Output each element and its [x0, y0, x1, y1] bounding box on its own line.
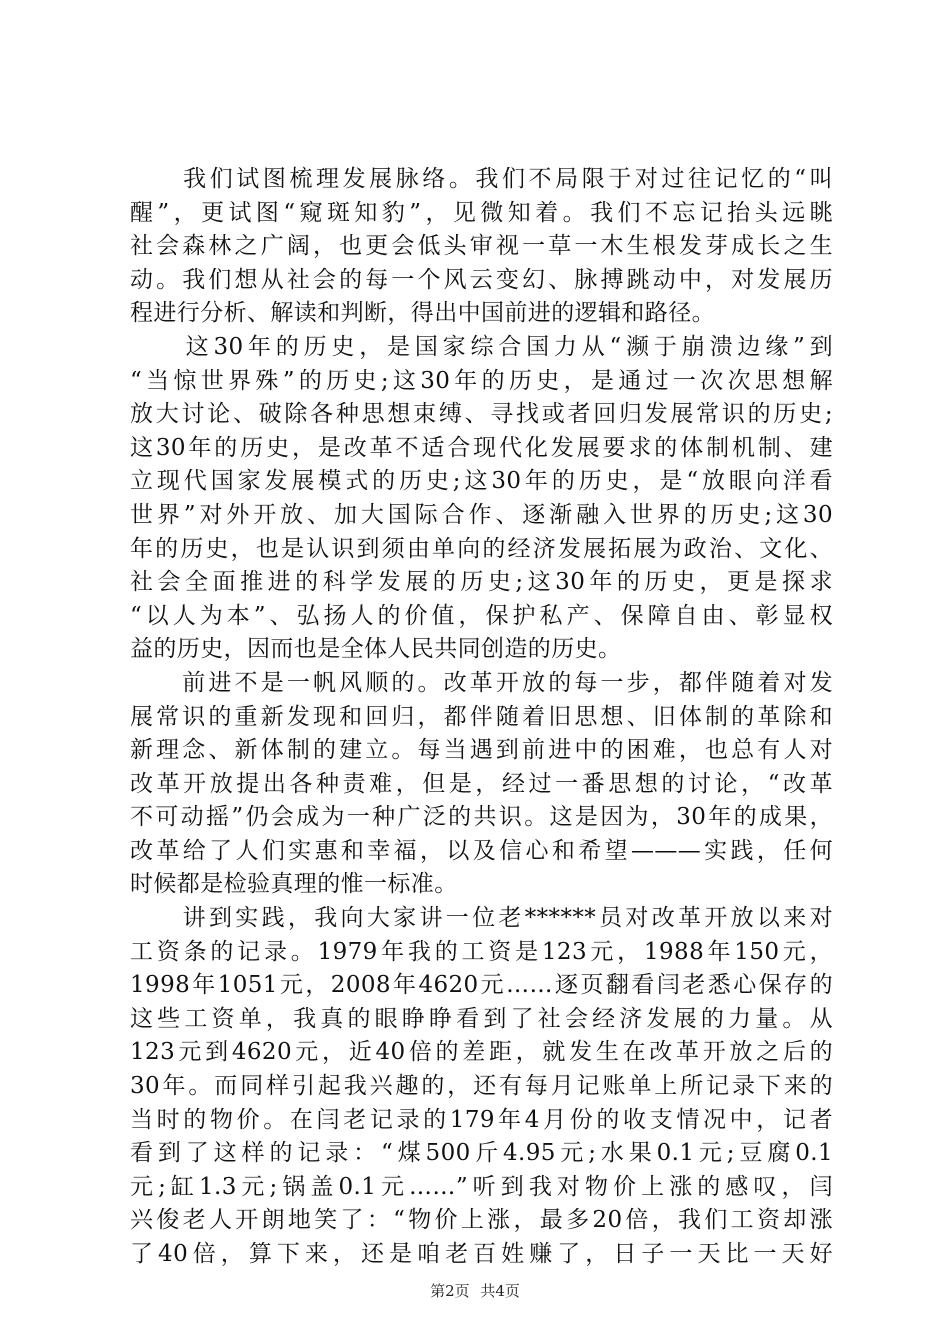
text-line: 放大讨论、破除各种思想束缚、寻找或者回归发展常识的历史; [130, 401, 833, 428]
text-line: 年的历史，也是认识到须由单向的经济发展拓展为政治、文化、 [130, 535, 833, 562]
text-line: 了40倍，算下来，还是咱老百姓赚了，日子一天比一天好 [130, 1241, 833, 1267]
text-line: 程进行分析、解读和判断，得出中国前进的逻辑和路径。 [130, 300, 715, 327]
text-line: “当惊世界殊”的历史;这30年的历史，是通过一次次思想解 [130, 367, 833, 394]
text-line: 元;缸1.3元;锅盖0.1元……”听到我对物价上涨的感叹，闫 [130, 1173, 833, 1200]
text-line: 看到了这样的记录：“煤500斤4.95元;水果0.1元;豆腐0.1 [130, 1140, 833, 1167]
text-line: 益的历史，因而也是全体人民共同创造的历史。 [130, 636, 622, 663]
text-line: 时候都是检验真理的惟一标准。 [130, 871, 458, 898]
text-line: 不可动摇”仍会成为一种广泛的共识。这是因为，30年的成果， [130, 804, 833, 831]
text-line: 改革给了人们实惠和幸福，以及信心和希望———实践，任何 [130, 837, 833, 864]
text-line: 社会森林之广阔，也更会低头审视一草一木生根发芽成长之生 [130, 233, 833, 260]
text-line: 社会全面推进的科学发展的历史;这30年的历史，更是探求 [130, 569, 833, 596]
text-line: 动。我们想从社会的每一个风云变幻、脉搏跳动中，对发展历 [130, 266, 833, 293]
text-line: “以人为本”、弘扬人的价值，保护私产、保障自由、彰显权 [130, 602, 833, 629]
text-line: 这些工资单，我真的眼睁睁看到了社会经济发展的力量。从 [130, 1005, 833, 1032]
text-line: 讲到实践，我向大家讲一位老******员对改革开放以来对 [130, 905, 833, 932]
text-line: 当时的物价。在闫老记录的179年4月份的收支情况中，记者 [130, 1106, 833, 1133]
text-line: 123元到4620元，近40倍的差距，就发生在改革开放之后的 [130, 1039, 833, 1066]
text-line: 1998年1051元，2008年4620元……逐页翻看闫老悉心保存的 [130, 972, 833, 999]
text-line: 前进不是一帆风顺的。改革开放的每一步，都伴随着对发 [130, 669, 833, 696]
document-body [130, 163, 833, 1272]
text-line: 兴俊老人开朗地笑了：“物价上涨，最多20倍，我们工资却涨 [130, 1207, 833, 1234]
text-line: 30年。而同样引起我兴趣的，还有每月记账单上所记录下来的 [130, 1073, 833, 1100]
text-line: 改革开放提出各种责难，但是，经过一番思想的讨论，“改革 [130, 770, 833, 797]
text-line: 醒”，更试图“窥斑知豹”，见微知着。我们不忘记抬头远眺 [130, 199, 833, 226]
text-line: 工资条的记录。1979年我的工资是123元，1988年150元， [130, 938, 833, 965]
text-line: 新理念、新体制的建立。每当遇到前进中的困难，也总有人对 [130, 737, 833, 764]
text-line: 我们试图梳理发展脉络。我们不局限于对过往记忆的“叫 [130, 166, 833, 192]
text-line: 世界”对外开放、加大国际合作、逐渐融入世界的历史;这30 [130, 501, 833, 528]
page-footer: 第2页 共4页 [430, 1282, 520, 1300]
text-line: 这30年的历史，是国家综合国力从“濒于崩溃边缘”到 [130, 333, 833, 360]
text-line: 展常识的重新发现和回归，都伴随着旧思想、旧体制的革除和 [130, 703, 833, 730]
text-line: 这30年的历史，是改革不适合现代化发展要求的体制机制、建 [130, 434, 833, 461]
text-line: 立现代国家发展模式的历史;这30年的历史，是“放眼向洋看 [130, 468, 833, 495]
